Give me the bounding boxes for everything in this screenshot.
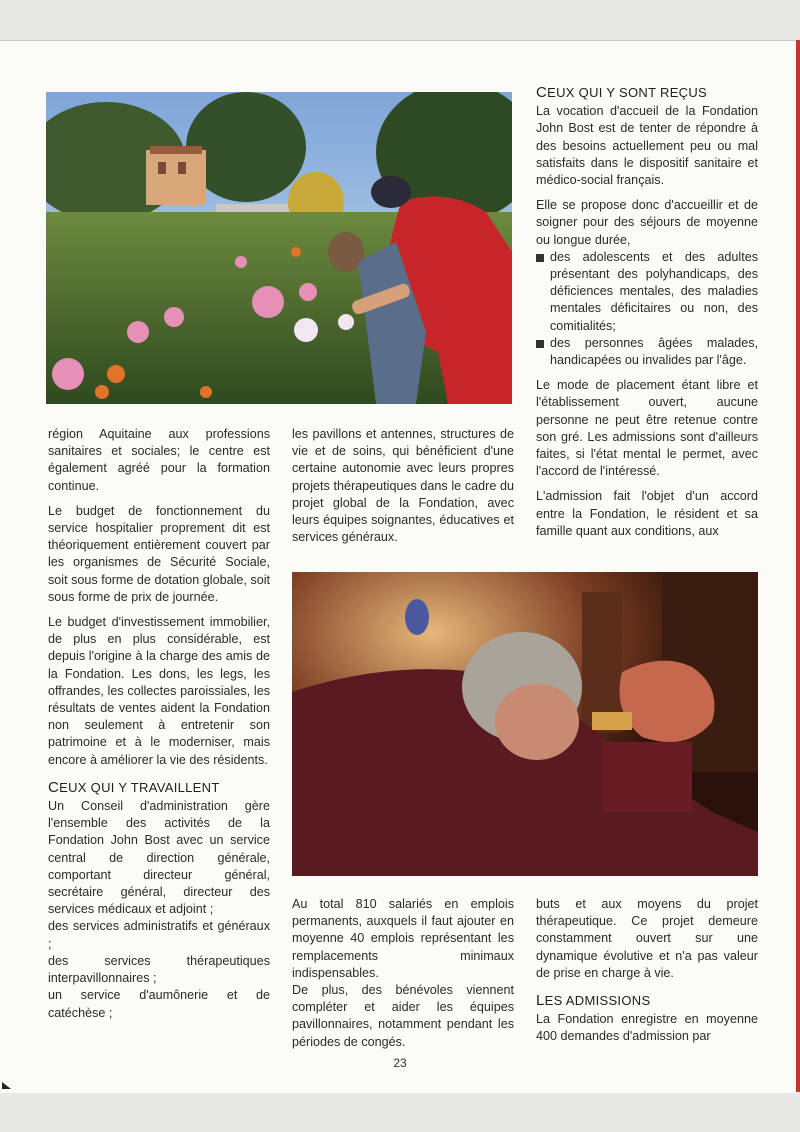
paragraph: un service d'aumônerie et de catéchèse ; [48,988,270,1020]
bullet-list [536,249,758,369]
page-edge-red-line [796,40,800,1092]
paragraph: Le budget d'investissement immobilier, de plus en plus considérable, est depuis l'origine à la charge des amis de la Fondation. Les dons, les legs, les offrandes, les collectes paroissiales, les résultats de ventes aident la Fondation non seulement à entretenir son patrimoine et à le moderniser, mais encore à améliorer la vie des résidents. [48,615,270,767]
bullet-item: des personnes âgées malades, handicapées ou invalides par l'âge. [536,335,758,369]
paragraph: les pavillons et antennes, structures de vie et de soins, qui bénéficient d'une certaine autonomie avec leurs propres projets thérapeutiques dans le cadre du projet global de la Fondation, avec leurs équipes soignantes, éducatives et services généraux. [292,427,514,545]
column-left [48,426,270,1022]
paragraph: Au total 810 salariés en emplois permanents, auxquels il faut ajouter en moyenne 40 emplois représentant les remplacements minimaux indispensables. [292,897,514,980]
heading-rest: EUX QUI Y TRAVAILLENT [59,779,220,795]
garden-photo-image [46,92,512,404]
paragraph: De plus, des bénévoles viennent compléter et aider les équipes pavillonnaires, notamment pendant les périodes de congés. [292,983,514,1049]
heading-rest: ES ADMISSIONS [544,993,651,1009]
section-heading-admissions [536,992,758,1009]
paragraph: Le mode de placement étant libre et l'établissement ouvert, aucune personne ne peut être retenue contre son gré. Les admissions sont d'ailleurs faites, si l'état mental le permet, avec l'accord de l'intéressé. [536,378,758,479]
column-right-top [536,84,758,540]
section-heading-workers [48,779,270,796]
heading-capital: C [48,778,60,796]
paragraph: buts et aux moyens du projet thérapeutique. Ce projet demeure constamment ouvert sur une dynamique évolutive et n'a pas valeur de prise en charge à vie. [536,897,758,980]
paragraph: La vocation d'accueil de la Fondation John Bost est de tenter de répondre à des besoins actuellement peu ou mal satisfaits dans le dispositif sanitaire et médico-social français. [536,104,758,188]
column-middle-top [292,426,514,554]
heading-rest: EUX QUI Y SONT REÇUS [547,85,708,100]
heading-capital: L [536,992,545,1010]
bullet-item: des adolescents et des adultes présentant des polyhandicaps, des déficiences mentales, des maladies mentales déficitaires ou non, des comitialités; [536,249,758,335]
paragraph: Elle se propose donc d'accueillir et de soigner pour des séjours de moyenne ou longue durée, [536,198,758,247]
prayer-photo [292,572,758,876]
paragraph: L'admission fait l'objet d'un accord entre la Fondation, le résident et sa famille quant aux conditions, aux [536,489,758,538]
heading-capital: C [536,84,548,101]
corner-mark [2,1082,11,1089]
page-number: 23 [393,1056,407,1070]
section-heading-residents [536,84,758,101]
paragraph: des services thérapeutiques interpavillonnaires ; [48,953,270,986]
paragraph: La Fondation enregistre en moyenne 400 demandes d'admission par [536,1012,758,1044]
paragraph: des services administratifs et généraux ; [48,919,270,951]
paragraph: Un Conseil d'administration gère l'ensemble des activités de la Fondation John Bost avec un service central de direction générale, comportant directeur général, secrétaire général, directeur des services médicaux et adjoint ; [48,799,270,917]
paragraph: région Aquitaine aux professions sanitaires et sociales; le centre est également agréé pour la formation continue. [48,427,270,493]
prayer-photo-image [292,572,758,876]
column-middle-bottom [292,896,514,1051]
paragraph: Le budget de fonctionnement du service hospitalier proprement dit est théoriquement entièrement couvert par les organismes de Sécurité Sociale, soit sous forme de dotation globale, soit sous forme de prix de journée. [48,503,270,604]
garden-photo [46,92,512,404]
column-right-bottom [536,896,758,1046]
